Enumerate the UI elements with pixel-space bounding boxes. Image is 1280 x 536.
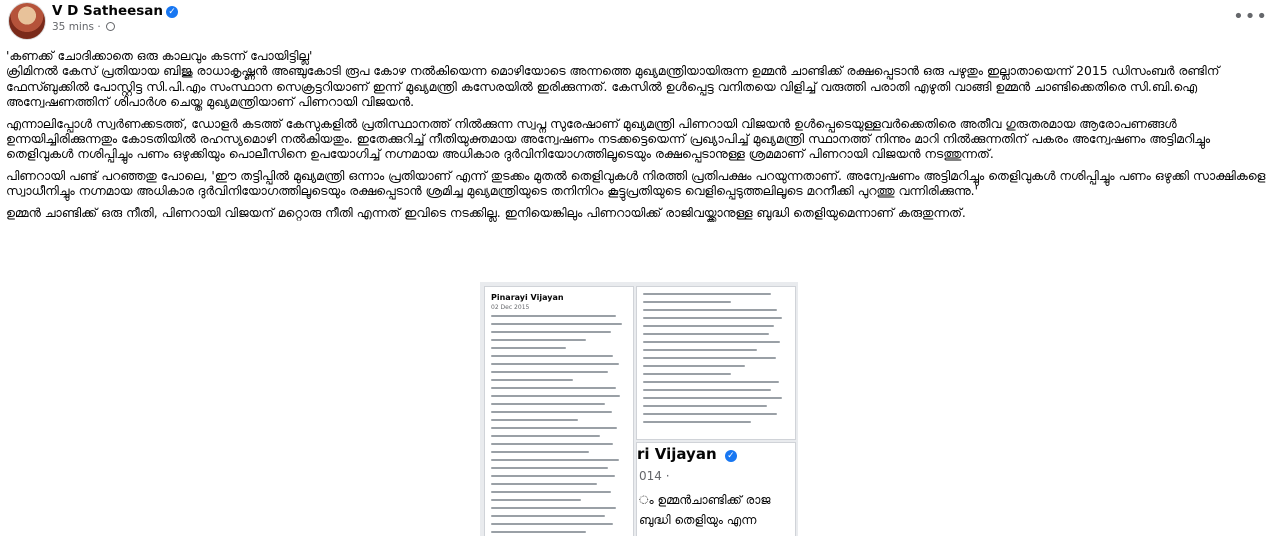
post-time[interactable]: 35 mins bbox=[52, 21, 94, 33]
verified-badge-icon: ✓ bbox=[166, 6, 178, 18]
paragraph-4: ഉമ്മൻ ചാണ്ടിക്ക് ഒരു നീതി, പിണറായി വിജയന് മറ്റൊരു നീതി എന്നത് ഇവിടെ നടക്കില്ല. ഇനിയെങ്കിലും പിണറായിക്ക് രാജിവയ്ക്കാനുള്ള ബുദ്ധി തെളിയുമെന്നാണ് കരുതുന്നത്. bbox=[6, 204, 966, 220]
screenshot-zoomed-author-name: ri Vijayan bbox=[637, 445, 717, 463]
screenshot-zoomed-date: 014 · bbox=[639, 469, 670, 483]
screenshot-author: Pinarayi Vijayan bbox=[491, 293, 564, 302]
paragraph-1: ക്രിമിനൽ കേസ് പ്രതിയായ ബിജു രാധാകൃഷ്ണൻ അഞ്ചുകോടി രൂപ കോഴ നൽകിയെന്ന മൊഴിയോടെ അന്നത്തെ മുഖ്യമന്ത്രിയായിരുന്ന ഉമ്മൻ ചാണ്ടിക്ക് രക്ഷപ്പെടാൻ ഒരു പഴുതും ഇല്ലാതായെന്ന് 2015 ഡിസംബർ രണ്ടിന് ഫേസ്ബുക്കിൽ പോസ്റ്റിട്ട സി.പി.എം സംസ്ഥാന സെക്രട്ടറിയാണ് ഇന്ന് മുഖ്യമന്ത്രി കസേരയിൽ ഇരിക്കുന്നത്. കേസിൽ ഉൾപ്പെട്ട വനിതയെ വിളിച്ച് വരുത്തി പരാതി എഴുതി വാങ്ങി ഉമ്മൻ ചാണ്ടിക്കെതിരെ സി.ബി.ഐ അന്വേഷണത്തിന് ശിപാർശ ചെയ്ത മുഖ്യമന്ത്രിയാണ് പിണറായി വിജയൻ. bbox=[6, 63, 1220, 110]
screenshot-date: 02 Dec 2015 bbox=[491, 304, 530, 311]
more-options-icon[interactable]: ••• bbox=[1233, 6, 1268, 27]
avatar[interactable] bbox=[8, 2, 46, 40]
screenshot-text-lines bbox=[491, 315, 627, 533]
screenshot-old-post-continued bbox=[636, 286, 796, 440]
screenshot-zoomed-author bbox=[637, 445, 737, 463]
screenshot-old-post bbox=[484, 286, 634, 536]
post-time-row: 35 mins · bbox=[52, 21, 115, 33]
globe-icon bbox=[106, 22, 115, 31]
post-title: 'കണക്ക് ചോദിക്കാതെ ഒരു കാലവും കടന്ന് പോയിട്ടില്ല' bbox=[6, 48, 313, 63]
verified-badge-icon: ✓ bbox=[725, 450, 737, 462]
post-body bbox=[6, 48, 1274, 226]
screenshot-zoomed-post bbox=[636, 442, 796, 536]
author-name-row bbox=[52, 3, 178, 19]
screenshot-zoomed-line-1: ം ഉമ്മൻചാണ്ടിക്ക് രാജ bbox=[639, 493, 771, 507]
screenshot-text-lines bbox=[643, 293, 789, 435]
paragraph-2: എന്നാലിപ്പോൾ സ്വർണക്കടത്ത്, ഡോളർ കടത്ത് കേസുകളിൽ പ്രതിസ്ഥാനത്ത് നിൽക്കുന്ന സ്വപ്ന സുരേഷാണ് മുഖ്യമന്ത്രി പിണറായി വിജയൻ ഉൾപ്പെടെയുള്ളവർക്കെതിരെ അതീവ ഗുരുതരമായ ആരോപണങ്ങൾ ഉന്നയിച്ചിരിക്കുന്നതും കോടതിയിൽ രഹസ്യമൊഴി നൽകിയതും. ഇതേക്കുറിച്ച് നീതിയുക്തമായ അന്വേഷണം നടക്കട്ടെയെന്ന് പ്രഖ്യാപിച്ച് മുഖ്യമന്ത്രി സ്ഥാനത്ത് നിന്നും മാറി നിൽക്കുന്നതിന് പകരം അന്വേഷണം അട്ടിമറിച്ചും തെളിവുകൾ നശിപ്പിച്ചും പണം ഒഴുക്കിയും പൊലീസിനെ ഉപയോഗിച്ച് നഗ്നമായ അധികാര ദുർവിനിയോഗത്തിലൂടെയും രക്ഷപ്പെടാനുള്ള ശ്രമമാണ് പിണറായി വിജയൻ നടത്തുന്നത്. bbox=[6, 115, 1211, 162]
author-name[interactable]: V D Satheesan bbox=[52, 3, 164, 19]
attached-image[interactable] bbox=[480, 282, 798, 536]
paragraph-3: പിണറായി പണ്ട് പറഞ്ഞതു പോലെ, 'ഈ തട്ടിപ്പിൽ മുഖ്യമന്ത്രി ഒന്നാം പ്രതിയാണ് എന്ന് തുടക്കം മുതൽ തെളിവുകൾ നിരത്തി പ്രതിപക്ഷം പറയുന്നതാണ്. അന്വേഷണം അട്ടിമറിച്ചും തെളിവുകൾ നശിപ്പിച്ചും പണം ഒഴുക്കി സാക്ഷികളെ സ്വാധീനിച്ചും നഗ്നമായ അധികാര ദുർവിനിയോഗത്തിലൂടെയും രക്ഷപ്പെടാൻ ശ്രമിച്ച മുഖ്യമന്ത്രിയുടെ തനിനിറം കൂട്ടുപ്രതിയുടെ വെളിപ്പെടുത്തലിലൂടെ മറനീക്കി പുറത്തു വന്നിരിക്കുന്നു.' bbox=[6, 167, 1266, 199]
screenshot-zoomed-line-2: ബുദ്ധി തെളിയും എന്ന bbox=[639, 513, 757, 527]
